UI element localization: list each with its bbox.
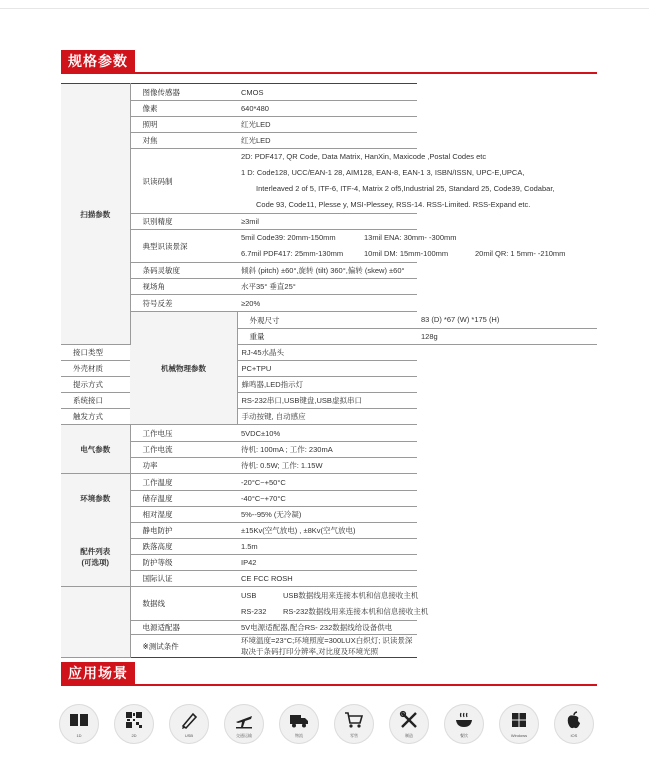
spec-value xyxy=(237,149,555,214)
top-divider xyxy=(0,8,649,9)
spec-label: 符号反差 xyxy=(130,295,237,312)
category-scan: 扫描参数 xyxy=(61,84,130,345)
spec-label: 储存温度 xyxy=(130,491,237,507)
spec-label: 功率 xyxy=(130,458,237,474)
spec-value: PC+TPU xyxy=(237,361,417,377)
spec-value: 水平35° 垂直25° xyxy=(237,279,417,295)
spec-row-field-of-view xyxy=(61,279,597,295)
spec-row-voltage xyxy=(61,425,597,442)
app-transport: 交通运输 xyxy=(224,704,264,744)
depth-line-2: 6.7mil PDF417: 25mm-130mm 10mil DM: 15mm-100mm 20mil QR: 1 5mm- -210mm xyxy=(241,249,566,258)
spec-label: 触发方式 xyxy=(61,409,130,425)
spec-value: ≥3mil xyxy=(237,214,417,230)
spec-label: 识别精度 xyxy=(130,214,237,230)
app-manufacturing: 制造 xyxy=(389,704,429,744)
food-bowl-icon xyxy=(454,710,474,730)
spec-row-data-cable xyxy=(61,587,597,621)
spec-value: 待机: 0.5W; 工作: 1.15W xyxy=(237,458,417,474)
apple-logo-icon xyxy=(564,710,584,730)
spec-value: 640*480 xyxy=(237,101,417,117)
spec-row-certification xyxy=(61,571,597,587)
app-retail: 零售 xyxy=(334,704,374,744)
spec-label: 电源适配器 xyxy=(130,621,237,635)
spec-value: ≥20% xyxy=(237,295,417,312)
spec-row-sensor xyxy=(61,84,597,101)
spec-value: 红光LED xyxy=(237,133,417,149)
application-icons xyxy=(59,704,599,744)
spec-row-humidity xyxy=(61,507,597,523)
spec-label: 像素 xyxy=(130,101,237,117)
spec-row-symbologies xyxy=(61,149,597,214)
spec-value xyxy=(237,587,429,621)
spec-value: CMOS xyxy=(237,84,417,101)
spec-label: 典型识读景深 xyxy=(130,230,237,263)
spec-label: 国际认证 xyxy=(130,571,237,587)
app-usb: USB xyxy=(169,704,209,744)
spec-value: 红光LED xyxy=(237,117,417,133)
spec-row-contrast xyxy=(61,295,597,312)
spec-label: 静电防护 xyxy=(130,523,237,539)
symbology-2d: 2D: PDF417, QR Code, Data Matrix, HanXin, Maxicode ,Postal Codes etc xyxy=(241,152,487,161)
spec-value: IP42 xyxy=(237,555,417,571)
spec-row-drop-height xyxy=(61,539,597,555)
spec-value: ±15Kv(空气放电) , ±8Kv(空气放电) xyxy=(237,523,417,539)
spec-row-precision xyxy=(61,214,597,230)
symbology-1d-cont: Code 93, Code11, Plesse y, MSI-Plessey, RSS-14. RSS-Limited. RSS-Expand etc. xyxy=(256,200,531,209)
spec-value: 5%--95% (无冷凝) xyxy=(237,507,417,523)
spec-label: 接口类型 xyxy=(61,345,130,361)
spec-label: ※测试条件 xyxy=(130,635,237,658)
spec-value: 128g xyxy=(417,329,597,345)
category-accessories-optional: (可选项) xyxy=(81,557,109,567)
spec-title-underline xyxy=(61,72,597,74)
spec-row-depth-of-field xyxy=(61,230,597,263)
spec-value: 倾斜 (pitch) ±60°,旋转 (tilt) 360°,偏转 (skew) ±60° xyxy=(237,263,417,279)
spec-label: 重量 xyxy=(237,329,417,345)
spec-row-dimensions xyxy=(61,312,597,329)
usb-pen-icon xyxy=(179,710,199,730)
spec-label: 工作电流 xyxy=(130,442,237,458)
spec-row-current xyxy=(61,442,597,458)
spec-value: 环境温度=23°C;环境照度=300LUX白炽灯; 识读景深取决于条码打印分辨率,对比度及环境光照 xyxy=(237,635,417,658)
spec-row-illumination xyxy=(61,117,597,133)
spec-value: 83 (D) *67 (W) *175 (H) xyxy=(417,312,597,329)
spec-label: 跌落高度 xyxy=(130,539,237,555)
spec-row-power-adapter xyxy=(61,621,597,635)
barcode-1d-icon xyxy=(69,710,89,730)
spec-label: 防护等级 xyxy=(130,555,237,571)
spec-label: 数据线 xyxy=(130,587,237,621)
spec-value: RS-232串口,USB键盘,USB虚拟串口 xyxy=(237,393,417,409)
category-mechanical: 机械物理参数 xyxy=(130,312,237,425)
spec-value xyxy=(237,230,566,263)
app-windows: Windows xyxy=(499,704,539,744)
app-catering: 餐饮 xyxy=(444,704,484,744)
spec-label: 条码灵敏度 xyxy=(130,263,237,279)
spec-label: 外壳材质 xyxy=(61,361,130,377)
spec-row-aiming xyxy=(61,133,597,149)
spec-label: 视场角 xyxy=(130,279,237,295)
spec-value: RJ-45水晶头 xyxy=(237,345,417,361)
spec-label: 相对湿度 xyxy=(130,507,237,523)
cable-rs232: RS-232 RS-232数据线用来连接本机和信息接收主机 xyxy=(241,606,429,616)
spec-row-power xyxy=(61,458,597,474)
spec-value: 蜂鸣器,LED指示灯 xyxy=(237,377,417,393)
spec-row-operating-temp xyxy=(61,474,597,491)
airplane-icon xyxy=(234,710,254,730)
spec-value: 1.5m xyxy=(237,539,417,555)
spec-label: 外观尺寸 xyxy=(237,312,417,329)
spec-value: -40°C~+70°C xyxy=(237,491,417,507)
app-ios: iOS xyxy=(554,704,594,744)
spec-row-pixels xyxy=(61,101,597,117)
symbology-1d-cont: Interleaved 2 of 5, ITF-6, ITF-4, Matrix 2 of5,Industrial 25, Standard 25, Code39, Codabar, xyxy=(256,184,555,193)
spec-value: 手动按键, 自动感应 xyxy=(237,409,417,425)
app-2d: 2D xyxy=(114,704,154,744)
spec-label: 提示方式 xyxy=(61,377,130,393)
spec-section-title: 规格参数 xyxy=(61,50,135,72)
category-environment: 环境参数 配件列表 (可选项) xyxy=(61,474,130,587)
qr-code-icon xyxy=(124,710,144,730)
spec-value: CE FCC ROSH xyxy=(237,571,417,587)
shopping-cart-icon xyxy=(344,710,364,730)
spec-row-test-conditions xyxy=(61,635,597,658)
spec-label: 图像传感器 xyxy=(130,84,237,101)
truck-icon xyxy=(289,710,309,730)
spec-label: 对焦 xyxy=(130,133,237,149)
spec-table xyxy=(61,83,597,658)
cable-usb: USB USB数据线用来连接本机和信息接收主机 xyxy=(241,590,419,600)
depth-line-1: 5mil Code39: 20mm-150mm 13mil ENA: 30mm- -300mm xyxy=(241,233,457,242)
spec-label: 照明 xyxy=(130,117,237,133)
app-logistics: 物流 xyxy=(279,704,319,744)
spec-value: 5V电源适配器,配合RS- 232数据线给设备供电 xyxy=(237,621,417,635)
app-title-underline xyxy=(61,684,597,686)
symbology-1d: 1 D: Code128, UCC/EAN-1 28, AIM128, EAN-8, EAN-1 3, ISBN/ISSN, UPC-E,UPCA, xyxy=(241,168,525,177)
spec-value: -20°C~+50°C xyxy=(237,474,417,491)
spec-label: 系统接口 xyxy=(61,393,130,409)
spec-label: 工作电压 xyxy=(130,425,237,442)
spec-row-esd xyxy=(61,523,597,539)
spec-value: 5VDC±10% xyxy=(237,425,417,442)
spec-row-ip-rating xyxy=(61,555,597,571)
spec-label: 工作温度 xyxy=(130,474,237,491)
spec-label: 识读码制 xyxy=(130,149,237,214)
tools-icon xyxy=(399,710,419,730)
windows-logo-icon xyxy=(509,710,529,730)
spec-row-storage-temp xyxy=(61,491,597,507)
spec-value: 待机: 100mA ; 工作: 230mA xyxy=(237,442,417,458)
category-electrical: 电气参数 xyxy=(61,425,130,474)
spec-row-sensitivity xyxy=(61,263,597,279)
app-1d: 1D xyxy=(59,704,99,744)
category-accessories-block xyxy=(61,587,130,658)
app-section-title: 应用场景 xyxy=(61,662,135,684)
category-accessories: 配件列表 xyxy=(80,546,111,556)
